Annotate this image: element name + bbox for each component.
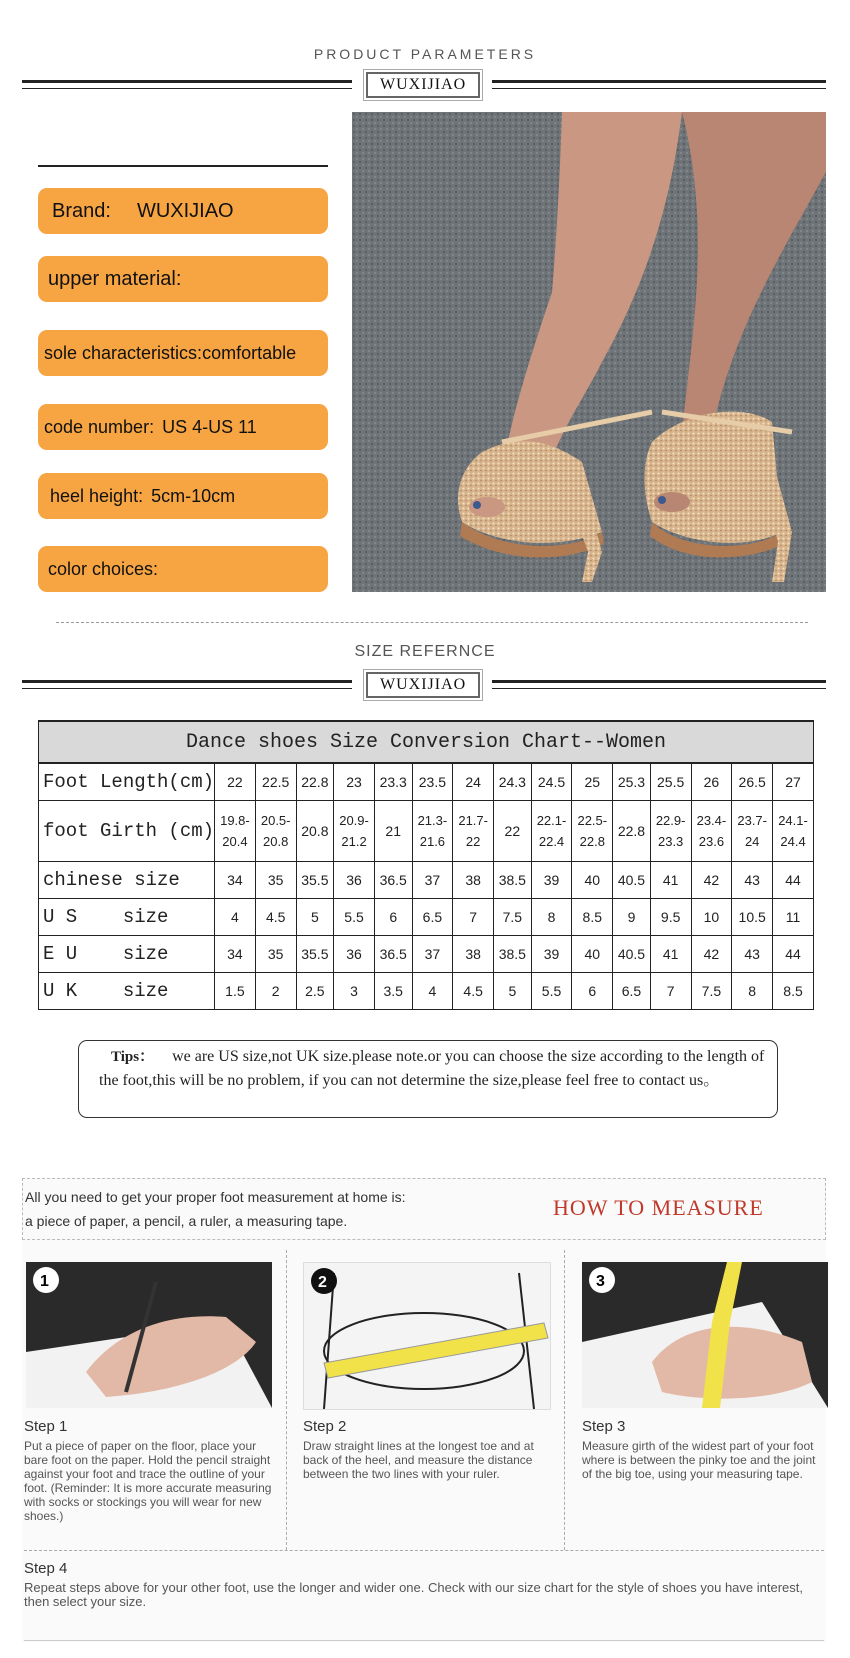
pill-heel-height-label: heel height: — [50, 485, 144, 506]
size-cell: 23 — [334, 763, 375, 801]
size-cell: 23.3 — [374, 763, 412, 801]
step3-num: 3 — [596, 1273, 605, 1290]
step-divider-1 — [286, 1250, 287, 1550]
size-cell-top: 22.9- — [655, 813, 686, 828]
params-divider — [38, 165, 328, 167]
step3 — [582, 1418, 826, 1481]
size-cell: 6.5 — [412, 899, 453, 936]
size-row — [39, 862, 814, 899]
tips-text: we are US size,not UK size.please note.or you can choose the size according to the length of the foot,this will be no problem, if you can not determine the size,please feel free to contact us。 — [99, 1048, 765, 1089]
size-cell-bottom: 24 — [744, 834, 760, 849]
size-cell: 7.5 — [494, 899, 532, 936]
step4-title: Step 4 — [24, 1560, 68, 1577]
size-cell: 9.5 — [650, 899, 691, 936]
pill-sole — [38, 330, 328, 376]
step2-image — [303, 1262, 551, 1410]
size-cell: 25 — [572, 763, 613, 801]
size-cell-bottom: 20.8 — [263, 834, 289, 849]
size-row — [39, 763, 814, 801]
size-cell — [572, 801, 613, 862]
size-cell: 34 — [215, 936, 256, 973]
size-cell: 8.5 — [572, 899, 613, 936]
size-cell: 38 — [453, 862, 494, 899]
measure-intro-line2: a piece of paper, a pencil, a ruler, a measuring tape. — [25, 1213, 348, 1229]
size-cell — [412, 801, 453, 862]
size-cell: 44 — [773, 936, 814, 973]
pill-sole-value: comfortable — [202, 342, 297, 363]
size-cell: 4 — [215, 899, 256, 936]
size-cell-top: 19.8- — [220, 813, 250, 828]
size-row-label: Foot Length(cm) — [39, 763, 215, 801]
size-row-label: U K size — [39, 973, 215, 1010]
size-section-title: SIZE REFERNCE — [354, 643, 496, 660]
size-cell: 35.5 — [296, 936, 334, 973]
size-cell-top: 20.9- — [339, 813, 369, 828]
pill-upper-material — [38, 256, 328, 302]
pill-heel-height — [38, 473, 328, 519]
size-cell: 42 — [691, 936, 732, 973]
pill-upper-material-label: upper material: — [48, 267, 182, 290]
size-cell: 4.5 — [453, 973, 494, 1010]
size-cell: 7.5 — [691, 973, 732, 1010]
tips-box — [78, 1040, 778, 1118]
size-rule-left — [22, 680, 352, 689]
size-cell: 41 — [650, 862, 691, 899]
step4 — [24, 1560, 824, 1609]
size-cell: 24.3 — [494, 763, 532, 801]
size-row — [39, 899, 814, 936]
size-cell: 22 — [215, 763, 256, 801]
measure-intro-line1: All you need to get your proper foot measurement at home is: — [25, 1189, 406, 1205]
pill-brand-label: Brand: — [52, 199, 111, 222]
size-cell: 1.5 — [215, 973, 256, 1010]
size-cell-top: 23.7- — [737, 813, 767, 828]
step2-text: Draw straight lines at the longest toe and at back of the heel, and measure the distance between the two lines with your ruler. — [303, 1439, 534, 1481]
size-cell: 4 — [412, 973, 453, 1010]
size-row — [39, 801, 814, 862]
step1 — [24, 1418, 274, 1523]
size-cell: 9 — [613, 899, 651, 936]
step3-illustration — [582, 1262, 828, 1408]
size-cell — [732, 801, 773, 862]
tips-label: Tips： — [111, 1049, 155, 1065]
size-cell: 25.5 — [650, 763, 691, 801]
step1-text: Put a piece of paper on the floor, place your bare foot on the paper. Hold the pencil straight against your foot and trace the outline of your foot. (Reminder: It is more accurate measuring with socks or stockings you will wear for new shoes.) — [24, 1439, 272, 1523]
size-cell: 35 — [255, 862, 296, 899]
size-cell-top: 22.1- — [536, 813, 567, 828]
size-cell — [531, 801, 572, 862]
step2-illustration — [304, 1263, 550, 1409]
size-cell: 44 — [773, 862, 814, 899]
size-cell: 2.5 — [296, 973, 334, 1010]
size-cell: 36 — [334, 862, 375, 899]
size-cell: 34 — [215, 862, 256, 899]
size-cell: 10 — [691, 899, 732, 936]
size-cell — [650, 801, 691, 862]
size-cell: 2 — [255, 973, 296, 1010]
size-cell: 7 — [453, 899, 494, 936]
size-cell: 4.5 — [255, 899, 296, 936]
size-cell: 8 — [531, 899, 572, 936]
step-divider-2 — [564, 1250, 565, 1550]
size-cell: 10.5 — [732, 899, 773, 936]
size-cell: 25.3 — [613, 763, 651, 801]
size-cell: 21 — [374, 801, 412, 862]
size-cell: 5.5 — [334, 899, 375, 936]
size-cell: 22.5 — [255, 763, 296, 801]
size-cell-bottom: 22 — [465, 834, 481, 849]
step3-image — [582, 1262, 828, 1408]
shoe-photo-illustration — [352, 112, 826, 592]
size-cell-top: 21.7- — [458, 813, 488, 828]
step3-text: Measure girth of the widest part of your foot where is between the pinky toe and the joint of the big toe, using your measuring tape. — [582, 1439, 816, 1481]
params-section-title: PRODUCT PARAMETERS — [313, 46, 537, 62]
pill-brand-value: WUXIJIAO — [136, 199, 234, 222]
pill-sole-label: sole characteristics: — [44, 342, 203, 363]
product-photo — [352, 112, 826, 592]
size-cell: 6 — [572, 973, 613, 1010]
size-rule-right — [492, 680, 826, 689]
size-cell: 41 — [650, 936, 691, 973]
size-row-label: chinese size — [39, 862, 215, 899]
size-cell: 39 — [531, 862, 572, 899]
size-cell: 22.8 — [613, 801, 651, 862]
step4-divider — [24, 1550, 824, 1551]
size-cell: 40.5 — [613, 862, 651, 899]
params-rule-left — [22, 80, 352, 89]
measure-intro-box — [22, 1178, 826, 1240]
size-cell: 5.5 — [531, 973, 572, 1010]
size-cell-bottom: 22.4 — [538, 834, 565, 849]
pill-code-number — [38, 404, 328, 450]
size-cell-bottom: 21.2 — [341, 834, 367, 849]
size-cell — [215, 801, 256, 862]
step4-text: Repeat steps above for your other foot, use the longer and wider one. Check with our size chart for the style of shoes you have interest, then select your size. — [24, 1580, 803, 1609]
pill-color-choices-label: color choices: — [48, 558, 159, 579]
pill-code-number-label: code number: — [44, 416, 155, 437]
size-cell: 42 — [691, 862, 732, 899]
step2 — [303, 1418, 553, 1481]
size-cell: 8.5 — [773, 973, 814, 1010]
size-cell: 38.5 — [494, 936, 532, 973]
size-row-label: foot Girth (cm) — [39, 801, 215, 862]
size-cell: 3.5 — [374, 973, 412, 1010]
size-cell-top: 21.3- — [417, 813, 448, 828]
size-cell: 22 — [494, 801, 532, 862]
size-cell: 20.8 — [296, 801, 334, 862]
step2-num: 2 — [318, 1274, 327, 1291]
size-cell: 40.5 — [613, 936, 651, 973]
size-cell: 36 — [334, 936, 375, 973]
size-cell: 43 — [732, 936, 773, 973]
size-cell: 5 — [494, 973, 532, 1010]
size-cell: 24 — [453, 763, 494, 801]
size-cell: 35 — [255, 936, 296, 973]
size-cell: 5 — [296, 899, 334, 936]
step2-title: Step 2 — [303, 1418, 347, 1435]
pill-color-choices — [38, 546, 328, 592]
params-rule-right — [492, 80, 826, 89]
step3-title: Step 3 — [582, 1418, 626, 1435]
size-cell-top: 24.1- — [778, 813, 808, 828]
size-cell: 40 — [572, 936, 613, 973]
size-cell: 26.5 — [732, 763, 773, 801]
size-cell: 36.5 — [374, 936, 412, 973]
size-cell: 6.5 — [613, 973, 651, 1010]
step1-title: Step 1 — [24, 1418, 68, 1435]
size-cell-top: 22.5- — [577, 813, 608, 828]
size-cell: 22.8 — [296, 763, 334, 801]
size-cell: 38 — [453, 936, 494, 973]
size-cell: 11 — [773, 899, 814, 936]
size-cell: 43 — [732, 862, 773, 899]
size-cell: 7 — [650, 973, 691, 1010]
bottom-rule — [24, 1640, 824, 1641]
size-conversion-table — [38, 720, 814, 1010]
step1-num: 1 — [40, 1273, 49, 1290]
size-cell-bottom: 24.4 — [780, 834, 806, 849]
params-brand-box: WUXIJIAO — [366, 72, 480, 98]
size-cell: 35.5 — [296, 862, 334, 899]
how-to-measure-heading: HOW TO MEASURE — [553, 1195, 764, 1220]
pill-heel-height-value: 5cm-10cm — [151, 485, 236, 506]
pill-code-number-value: US 4-US 11 — [162, 416, 257, 437]
size-cell-top: 23.4- — [696, 813, 727, 828]
pill-brand — [38, 188, 328, 234]
size-cell-top: 20.5- — [260, 813, 291, 828]
size-row-label: E U size — [39, 936, 215, 973]
size-cell: 27 — [773, 763, 814, 801]
size-cell: 37 — [412, 936, 453, 973]
size-cell — [334, 801, 375, 862]
step1-illustration — [26, 1262, 272, 1408]
size-row — [39, 936, 814, 973]
section-divider — [56, 622, 808, 623]
size-cell-bottom: 20.4 — [222, 834, 248, 849]
size-cell: 23.5 — [412, 763, 453, 801]
size-row-label: U S size — [39, 899, 215, 936]
size-cell — [691, 801, 732, 862]
size-cell-bottom: 21.6 — [419, 834, 446, 849]
size-cell: 8 — [732, 973, 773, 1010]
size-brand-box: WUXIJIAO — [366, 672, 480, 698]
size-cell: 36.5 — [374, 862, 412, 899]
size-cell: 26 — [691, 763, 732, 801]
size-row — [39, 973, 814, 1010]
size-cell: 39 — [531, 936, 572, 973]
size-cell: 24.5 — [531, 763, 572, 801]
size-cell-bottom: 23.6 — [698, 834, 725, 849]
size-cell — [453, 801, 494, 862]
size-cell — [255, 801, 296, 862]
size-cell-bottom: 23.3 — [657, 834, 684, 849]
step1-image — [26, 1262, 272, 1408]
size-cell: 38.5 — [494, 862, 532, 899]
size-cell: 40 — [572, 862, 613, 899]
size-cell: 3 — [334, 973, 375, 1010]
size-cell — [773, 801, 814, 862]
size-cell: 37 — [412, 862, 453, 899]
chart-title: Dance shoes Size Conversion Chart--Women — [39, 721, 814, 763]
size-cell-bottom: 22.8 — [579, 834, 605, 849]
size-cell: 6 — [374, 899, 412, 936]
